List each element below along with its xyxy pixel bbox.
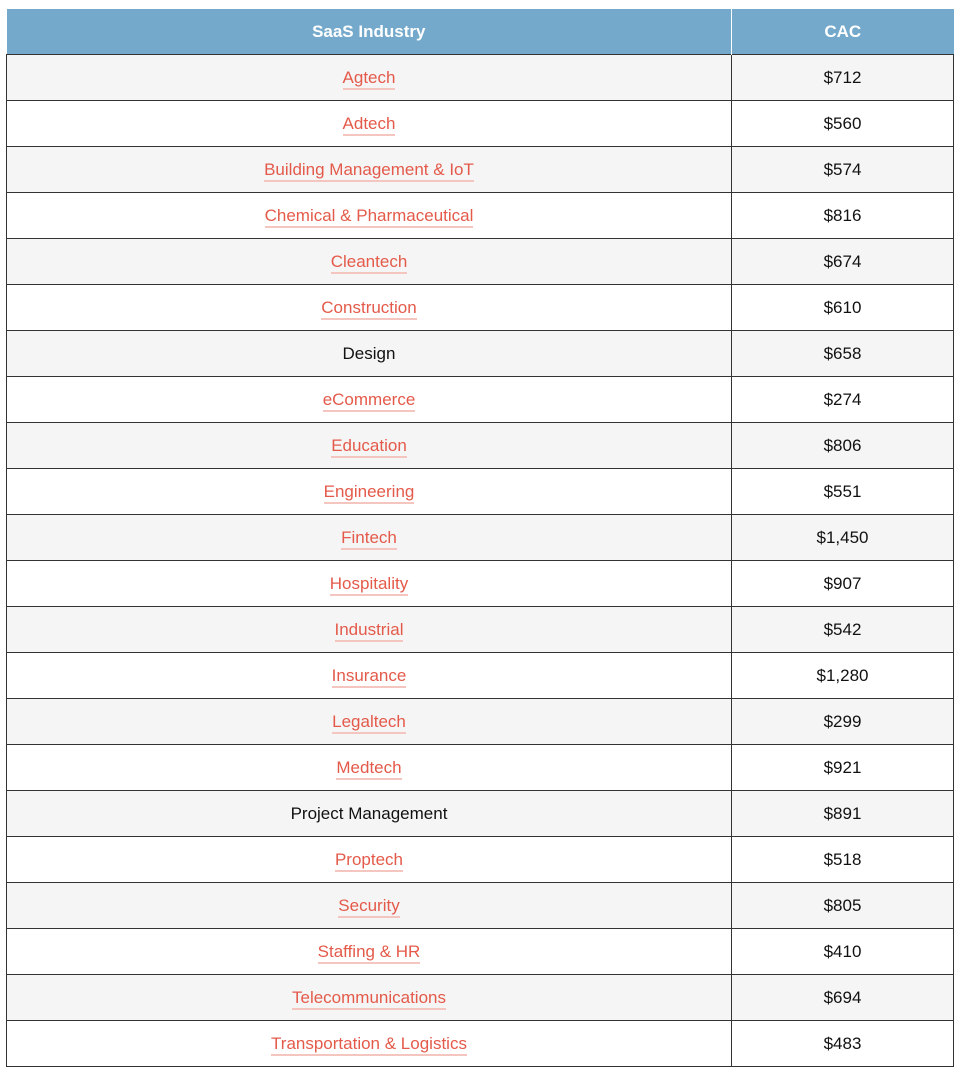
industry-link[interactable]: Proptech [335, 850, 403, 872]
industry-link[interactable]: Transportation & Logistics [271, 1034, 467, 1056]
industry-cell [7, 331, 732, 377]
industry-link[interactable]: Staffing & HR [318, 942, 421, 964]
cac-value-cell: $806 [732, 423, 954, 469]
cac-value-cell: $816 [732, 193, 954, 239]
table-row [7, 377, 954, 423]
industry-link[interactable]: Fintech [341, 528, 397, 550]
cac-value-cell: $551 [732, 469, 954, 515]
table-row [7, 837, 954, 883]
cac-value-cell: $574 [732, 147, 954, 193]
industry-link[interactable]: Medtech [336, 758, 401, 780]
header-row [7, 9, 954, 55]
table-row [7, 515, 954, 561]
header-industry: SaaS Industry [7, 9, 732, 55]
table-row [7, 791, 954, 837]
cac-value-cell: $518 [732, 837, 954, 883]
table-row [7, 331, 954, 377]
industry-cell [7, 791, 732, 837]
industry-cell [7, 883, 732, 929]
industry-cell [7, 653, 732, 699]
industry-label: Design [342, 343, 396, 363]
industry-link[interactable]: Telecommunications [292, 988, 446, 1010]
industry-cell [7, 837, 732, 883]
industry-cell [7, 975, 732, 1021]
cac-value-cell: $410 [732, 929, 954, 975]
table-row [7, 423, 954, 469]
cac-value-cell: $891 [732, 791, 954, 837]
industry-link[interactable]: Building Management & IoT [264, 160, 474, 182]
table-row [7, 929, 954, 975]
industry-cell [7, 515, 732, 561]
table-row [7, 147, 954, 193]
table-row [7, 975, 954, 1021]
industry-cell [7, 929, 732, 975]
cac-value-cell: $610 [732, 285, 954, 331]
industry-link[interactable]: Education [331, 436, 407, 458]
industry-cell [7, 1021, 732, 1067]
industry-cell [7, 745, 732, 791]
cac-value-cell: $805 [732, 883, 954, 929]
cac-value-cell: $560 [732, 101, 954, 147]
cac-value-cell: $1,280 [732, 653, 954, 699]
table-row [7, 607, 954, 653]
industry-cell [7, 607, 732, 653]
industry-cell [7, 55, 732, 101]
table-row [7, 653, 954, 699]
table-body [7, 55, 954, 1067]
table-row [7, 101, 954, 147]
table-header [7, 9, 954, 55]
cac-value-cell: $712 [732, 55, 954, 101]
cac-value-cell: $274 [732, 377, 954, 423]
cac-value-cell: $674 [732, 239, 954, 285]
industry-link[interactable]: Insurance [332, 666, 407, 688]
cac-value-cell: $483 [732, 1021, 954, 1067]
industry-cell [7, 377, 732, 423]
cac-by-industry-table [6, 9, 954, 1067]
industry-cell [7, 469, 732, 515]
industry-link[interactable]: eCommerce [323, 390, 416, 412]
table-row [7, 1021, 954, 1067]
table-row [7, 699, 954, 745]
industry-link[interactable]: Chemical & Pharmaceutical [265, 206, 474, 228]
industry-link[interactable]: Hospitality [330, 574, 408, 596]
industry-label: Project Management [290, 803, 448, 823]
table-row [7, 239, 954, 285]
cac-value-cell: $907 [732, 561, 954, 607]
cac-value-cell: $542 [732, 607, 954, 653]
industry-link[interactable]: Adtech [343, 114, 396, 136]
industry-link[interactable]: Security [338, 896, 399, 918]
cac-value-cell: $694 [732, 975, 954, 1021]
table-row [7, 55, 954, 101]
cac-value-cell: $658 [732, 331, 954, 377]
table-row [7, 883, 954, 929]
cac-value-cell: $921 [732, 745, 954, 791]
industry-link[interactable]: Construction [321, 298, 416, 320]
industry-cell [7, 147, 732, 193]
industry-cell [7, 193, 732, 239]
industry-link[interactable]: Engineering [324, 482, 415, 504]
industry-cell [7, 561, 732, 607]
table-row [7, 745, 954, 791]
industry-cell [7, 699, 732, 745]
industry-link[interactable]: Legaltech [332, 712, 406, 734]
table-row [7, 469, 954, 515]
industry-link[interactable]: Agtech [343, 68, 396, 90]
header-cac: CAC [732, 9, 954, 55]
industry-cell [7, 239, 732, 285]
cac-value-cell: $299 [732, 699, 954, 745]
cac-table-container [6, 9, 953, 1067]
industry-link[interactable]: Cleantech [331, 252, 408, 274]
table-row [7, 193, 954, 239]
table-row [7, 561, 954, 607]
industry-cell [7, 423, 732, 469]
cac-value-cell: $1,450 [732, 515, 954, 561]
table-row [7, 285, 954, 331]
industry-cell [7, 101, 732, 147]
industry-cell [7, 285, 732, 331]
industry-link[interactable]: Industrial [335, 620, 404, 642]
